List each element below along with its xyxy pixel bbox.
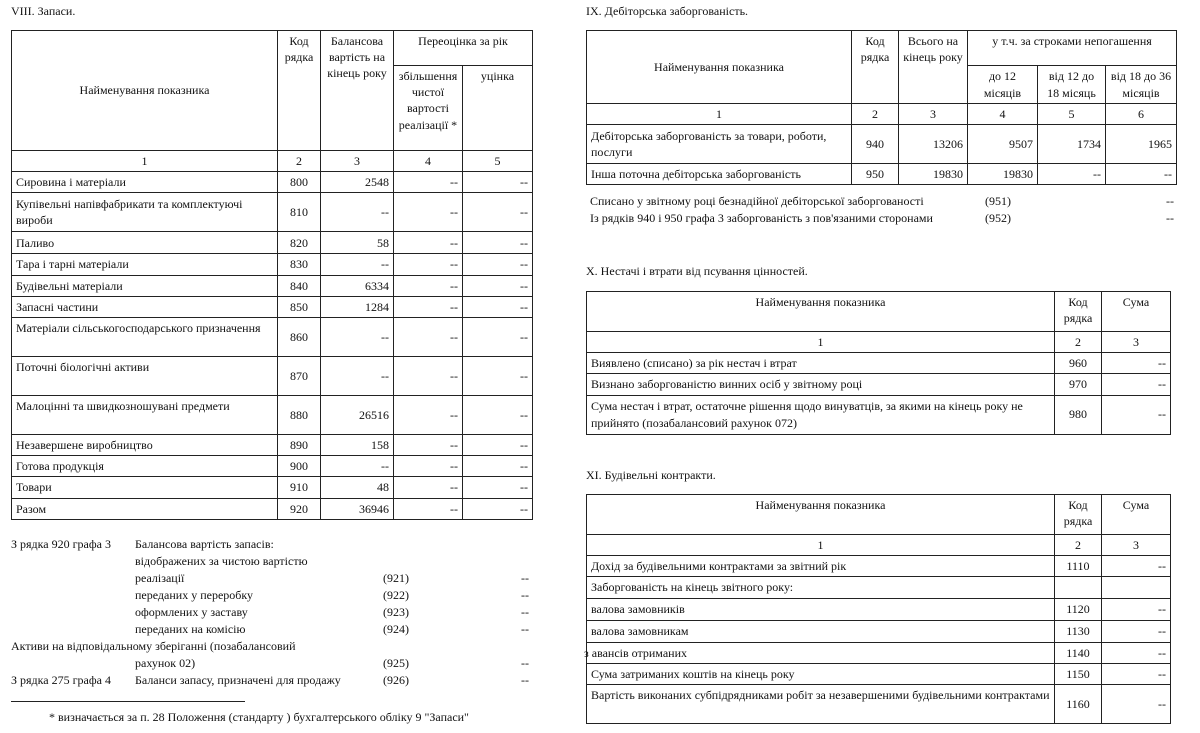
row-increase: --	[394, 317, 463, 356]
note-value-951: --	[1166, 194, 1174, 208]
note-value-924: --	[521, 622, 529, 636]
row-decrease: --	[463, 498, 533, 519]
table-row	[12, 434, 533, 455]
row-code: 1110	[1055, 556, 1102, 577]
note-commission: переданих на комісію	[135, 622, 246, 636]
col-num: 2	[1055, 332, 1102, 353]
header-term-18-36: від 18 до 36 місяців	[1106, 66, 1177, 104]
header-code: Код рядка	[278, 31, 321, 151]
table-row	[587, 125, 1177, 164]
row-code: 840	[278, 275, 321, 296]
row-balance: --	[321, 317, 394, 356]
row-balance: 26516	[321, 395, 394, 434]
row-code: 810	[278, 193, 321, 232]
row-code: 920	[278, 498, 321, 519]
row-total: 13206	[899, 125, 968, 164]
row-name: Готова продукція	[12, 456, 278, 477]
row-sum	[1102, 577, 1171, 598]
col-num: 1	[587, 104, 852, 125]
col-num: 6	[1106, 104, 1177, 125]
row-code: 830	[278, 254, 321, 275]
table-row	[587, 395, 1171, 434]
col-num: 3	[899, 104, 968, 125]
row-name: з авансів отриманих	[587, 642, 1055, 663]
table-row	[12, 172, 533, 193]
header-name: Найменування показника	[587, 31, 852, 104]
row-balance: --	[321, 254, 394, 275]
note-balance-label: Балансова вартість запасів:	[135, 537, 274, 551]
note-value-923: --	[521, 605, 529, 619]
col-num: 4	[394, 151, 463, 172]
table-row	[587, 353, 1171, 374]
row-decrease: --	[463, 477, 533, 498]
row-decrease: --	[463, 434, 533, 455]
note-value-921: --	[521, 571, 529, 585]
table-row	[587, 598, 1171, 620]
row-sum: --	[1102, 374, 1171, 395]
header-sum: Сума	[1102, 292, 1171, 332]
note-code-951: (951)	[985, 194, 1011, 208]
row-name: Тара і тарні матеріали	[12, 254, 278, 275]
row-name: Заборгованість на кінець звітного року:	[587, 577, 1055, 598]
row-increase: --	[394, 395, 463, 434]
row-name: Сума затриманих коштів на кінець року	[587, 663, 1055, 684]
row-code: 880	[278, 395, 321, 434]
header-terms: у т.ч. за строками непогашення	[968, 31, 1177, 66]
header-sum: Сума	[1102, 495, 1171, 535]
row-code: 800	[278, 172, 321, 193]
row-code: 870	[278, 356, 321, 395]
header-term-12-18: від 12 до 18 місяць	[1038, 66, 1106, 104]
row-code: 1140	[1055, 642, 1102, 663]
row-sum: --	[1102, 353, 1171, 374]
table-row	[12, 356, 533, 395]
row-balance: 58	[321, 232, 394, 254]
row-decrease: --	[463, 317, 533, 356]
row-code: 950	[852, 164, 899, 185]
note-row920: З рядка 920 графа 3	[11, 537, 111, 551]
header-code: Код рядка	[1055, 292, 1102, 332]
header-name: Найменування показника	[12, 31, 278, 151]
table-row	[12, 317, 533, 356]
table-row	[12, 477, 533, 498]
row-code	[1055, 577, 1102, 598]
row-code: 850	[278, 296, 321, 317]
section-x-title: X. Нестачі і втрати від псування цінностей.	[586, 264, 808, 278]
row-balance: 1284	[321, 296, 394, 317]
row-balance: 2548	[321, 172, 394, 193]
row-name: Паливо	[12, 232, 278, 254]
row-code: 970	[1055, 374, 1102, 395]
note-realization: реалізації	[135, 571, 185, 585]
note-custody: Активи на відповідальному зберіганні (позабалансовий	[11, 639, 296, 653]
row-name: Малоцінні та швидкозношувані предмети	[12, 395, 278, 434]
note-pledge: оформлених у заставу	[135, 605, 248, 619]
note-row275: З рядка 275 графа 4	[11, 673, 111, 687]
table-row	[12, 193, 533, 232]
row-code: 820	[278, 232, 321, 254]
row-code: 960	[1055, 353, 1102, 374]
row-increase: --	[394, 456, 463, 477]
footnote-divider	[11, 701, 245, 702]
shortages-table	[586, 291, 1171, 435]
row-balance: 158	[321, 434, 394, 455]
header-revaluation: Переоцінка за рік	[394, 31, 533, 66]
header-code: Код рядка	[852, 31, 899, 104]
row-code: 860	[278, 317, 321, 356]
row-name: Виявлено (списано) за рік нестач і втрат	[587, 353, 1055, 374]
header-name: Найменування показника	[587, 495, 1055, 535]
col-num: 2	[278, 151, 321, 172]
row-name: Поточні біологічні активи	[12, 356, 278, 395]
note-for-sale: Баланси запасу, призначені для продажу	[135, 673, 341, 687]
row-decrease: --	[463, 275, 533, 296]
header-balance: Балансова вартість на кінець року	[321, 31, 394, 151]
header-decrease: уцінка	[463, 66, 533, 151]
row-decrease: --	[463, 193, 533, 232]
row-balance: 48	[321, 477, 394, 498]
note-code-921: (921)	[383, 571, 409, 585]
row-sum: --	[1102, 684, 1171, 723]
col-num: 4	[968, 104, 1038, 125]
row-term-18-36: 1965	[1106, 125, 1177, 164]
row-name: Будівельні матеріали	[12, 275, 278, 296]
row-increase: --	[394, 172, 463, 193]
row-increase: --	[394, 356, 463, 395]
note-code-922: (922)	[383, 588, 409, 602]
row-name: Незавершене виробництво	[12, 434, 278, 455]
inventory-table	[11, 30, 533, 520]
table-row	[587, 663, 1171, 684]
row-name: Інша поточна дебіторська заборгованість	[587, 164, 852, 185]
row-code: 910	[278, 477, 321, 498]
header-total: Всього на кінець року	[899, 31, 968, 104]
note-code-923: (923)	[383, 605, 409, 619]
row-increase: --	[394, 254, 463, 275]
col-num: 1	[12, 151, 278, 172]
header-code: Код рядка	[1055, 495, 1102, 535]
row-decrease: --	[463, 395, 533, 434]
construction-contracts-table	[586, 494, 1171, 724]
row-sum: --	[1102, 556, 1171, 577]
row-code: 940	[852, 125, 899, 164]
section-ix-title: IX. Дебіторська заборгованість.	[586, 4, 749, 18]
note-value-926: --	[521, 673, 529, 687]
note-processing: переданих у переробку	[135, 588, 254, 602]
row-name: Визнано заборгованістю винних осіб у звітному році	[587, 374, 1055, 395]
note-written-off: Списано у звітному році безнадійної дебіторської заборгованості	[590, 194, 924, 208]
row-decrease: --	[463, 356, 533, 395]
col-num: 5	[463, 151, 533, 172]
row-increase: --	[394, 232, 463, 254]
col-num: 5	[1038, 104, 1106, 125]
row-total: 19830	[899, 164, 968, 185]
row-name: Сировина і матеріали	[12, 172, 278, 193]
table-row	[587, 684, 1171, 723]
row-balance: --	[321, 456, 394, 477]
row-code: 1160	[1055, 684, 1102, 723]
row-name: Запасні частини	[12, 296, 278, 317]
row-code: 1130	[1055, 620, 1102, 642]
row-sum: --	[1102, 598, 1171, 620]
row-name: Дебіторська заборгованість за товари, роботи, послуги	[587, 125, 852, 164]
col-num: 1	[587, 535, 1055, 556]
row-code: 900	[278, 456, 321, 477]
row-term-12: 9507	[968, 125, 1038, 164]
table-row	[587, 620, 1171, 642]
row-balance: --	[321, 193, 394, 232]
row-name: Сума нестач і втрат, остаточне рішення щодо винуватців, за якими на кінець року не прийнято (позабалансовий рахунок 072)	[587, 395, 1055, 434]
table-row	[12, 296, 533, 317]
note-value-952: --	[1166, 211, 1174, 225]
table-row	[12, 254, 533, 275]
note-code-926: (926)	[383, 673, 409, 687]
col-num: 1	[587, 332, 1055, 353]
row-term-12-18: --	[1038, 164, 1106, 185]
col-num: 2	[852, 104, 899, 125]
row-decrease: --	[463, 254, 533, 275]
table-row	[12, 275, 533, 296]
row-increase: --	[394, 275, 463, 296]
row-name: валова замовникам	[587, 620, 1055, 642]
note-value-922: --	[521, 588, 529, 602]
row-code: 890	[278, 434, 321, 455]
row-sum: --	[1102, 395, 1171, 434]
row-sum: --	[1102, 642, 1171, 663]
header-name: Найменування показника	[587, 292, 1055, 332]
row-code: 1150	[1055, 663, 1102, 684]
row-balance: 36946	[321, 498, 394, 519]
row-term-12: 19830	[968, 164, 1038, 185]
row-increase: --	[394, 498, 463, 519]
row-sum: --	[1102, 663, 1171, 684]
table-row	[12, 232, 533, 254]
row-decrease: --	[463, 296, 533, 317]
row-name: Вартість виконаних субпідрядниками робіт за незавершеними будівельними контрактами	[587, 684, 1055, 723]
note-related: Із рядків 940 і 950 графа 3 заборгованість з пов'язаними сторонами	[590, 211, 933, 225]
row-increase: --	[394, 434, 463, 455]
row-term-12-18: 1734	[1038, 125, 1106, 164]
row-decrease: --	[463, 172, 533, 193]
footnote: * визначається за п. 28 Положення (стандарту ) бухгалтерського обліку 9 "Запаси"	[49, 710, 469, 724]
note-at-net: відображених за чистою вартістю	[135, 554, 308, 568]
row-decrease: --	[463, 232, 533, 254]
row-increase: --	[394, 193, 463, 232]
row-decrease: --	[463, 456, 533, 477]
col-num: 3	[1102, 535, 1171, 556]
table-row	[587, 642, 1171, 663]
table-row	[587, 577, 1171, 598]
col-num: 2	[1055, 535, 1102, 556]
table-row	[587, 164, 1177, 185]
receivables-table	[586, 30, 1177, 185]
row-balance: --	[321, 356, 394, 395]
row-name: Дохід за будівельними контрактами за звітний рік	[587, 556, 1055, 577]
row-name: Матеріали сільськогосподарського призначення	[12, 317, 278, 356]
col-num: 3	[1102, 332, 1171, 353]
col-num: 3	[321, 151, 394, 172]
table-row	[12, 456, 533, 477]
header-increase: збільшення чистої вартості реалізації *	[394, 66, 463, 151]
row-sum: --	[1102, 620, 1171, 642]
row-name: Товари	[12, 477, 278, 498]
row-increase: --	[394, 296, 463, 317]
row-name: Разом	[12, 498, 278, 519]
row-balance: 6334	[321, 275, 394, 296]
row-term-18-36: --	[1106, 164, 1177, 185]
table-row	[12, 395, 533, 434]
section-xi-title: XI. Будівельні контракти.	[586, 468, 716, 482]
table-row	[587, 374, 1171, 395]
table-row-total	[12, 498, 533, 519]
header-term-12: до 12 місяців	[968, 66, 1038, 104]
table-row	[587, 556, 1171, 577]
section-viii-title: VIII. Запаси.	[11, 4, 76, 18]
row-name: Купівельні напівфабрикати та комплектуючі вироби	[12, 193, 278, 232]
note-value-925: --	[521, 656, 529, 670]
note-code-924: (924)	[383, 622, 409, 636]
row-code: 980	[1055, 395, 1102, 434]
row-name: валова замовників	[587, 598, 1055, 620]
note-code-925: (925)	[383, 656, 409, 670]
note-account02: рахунок 02)	[135, 656, 196, 670]
row-increase: --	[394, 477, 463, 498]
note-code-952: (952)	[985, 211, 1011, 225]
row-code: 1120	[1055, 598, 1102, 620]
